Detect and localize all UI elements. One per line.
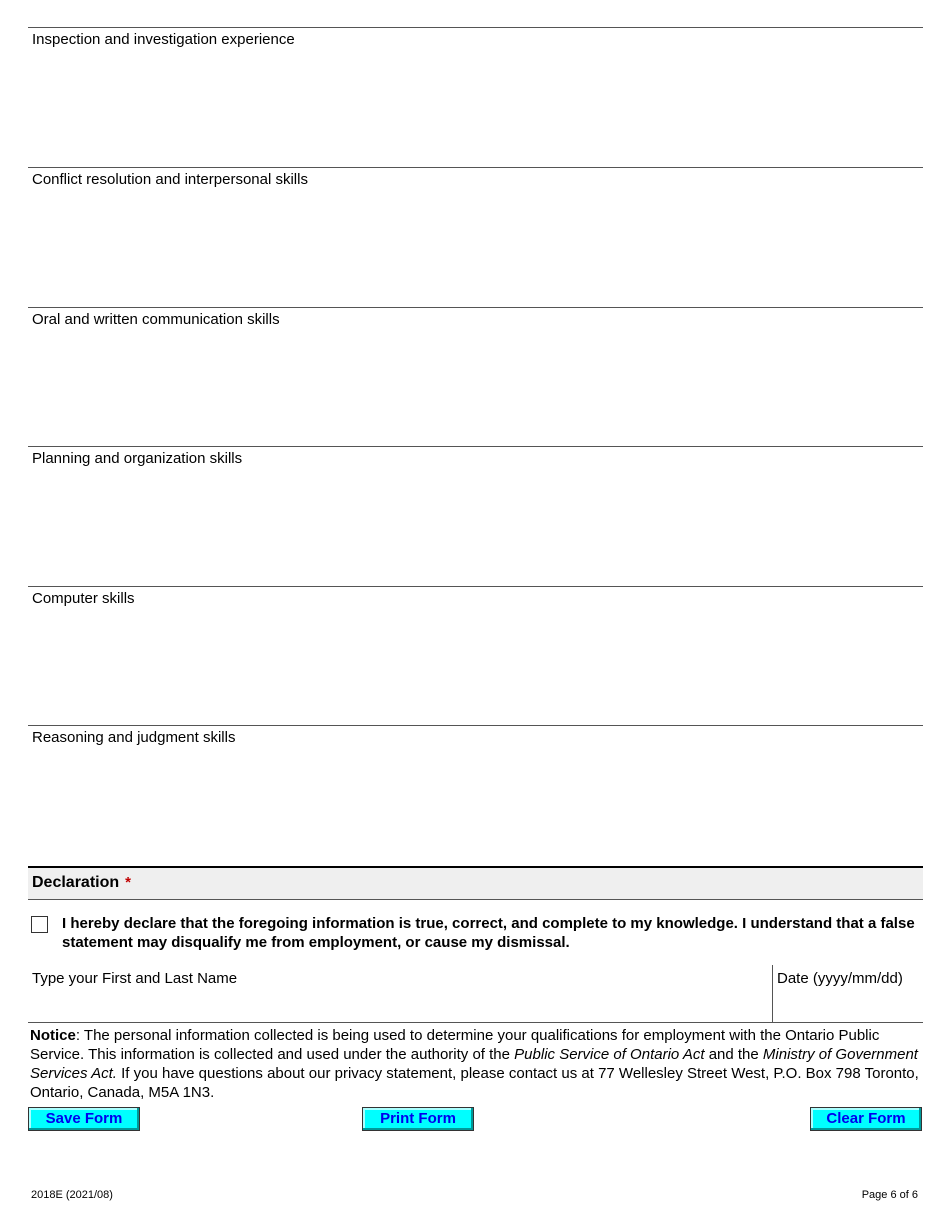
declaration-title-text: Declaration bbox=[32, 874, 120, 891]
declaration-title bbox=[32, 874, 131, 892]
date-cell bbox=[772, 965, 924, 1022]
name-field[interactable] bbox=[28, 989, 772, 1022]
name-date-row bbox=[28, 965, 923, 1023]
save-form-button[interactable]: Save Form bbox=[28, 1107, 140, 1131]
section-label: Computer skills bbox=[32, 590, 135, 607]
form-code: 2018E (2021/08) bbox=[31, 1189, 113, 1201]
notice-text-2: and the bbox=[704, 1046, 763, 1063]
section-label: Planning and organization skills bbox=[32, 450, 243, 467]
notice-text-3: If you have questions about our privacy statement, please contact us at 77 Wellesley Street West, P.O. Box 798 Toronto, Ontario, Canada, M5A 1N3. bbox=[30, 1065, 919, 1101]
declaration-checkbox[interactable] bbox=[31, 916, 48, 933]
privacy-notice bbox=[30, 1026, 920, 1102]
notice-heading: Notice bbox=[30, 1027, 76, 1044]
computer-skills-field[interactable] bbox=[28, 611, 923, 724]
inspection-experience-field[interactable] bbox=[28, 52, 923, 165]
notice-act-2: Ministry of Government Services Act. bbox=[30, 1046, 918, 1082]
section-communication-skills bbox=[28, 307, 923, 447]
planning-skills-field[interactable] bbox=[28, 471, 923, 584]
notice-text-1: : The personal information collected is being used to determine your qualifications for employment with the Ontario Public Service. This information is collected and used under the authority of the bbox=[30, 1027, 880, 1063]
section-conflict-resolution bbox=[28, 167, 923, 307]
section-label: Oral and written communication skills bbox=[32, 311, 280, 328]
date-label: Date (yyyy/mm/dd) bbox=[777, 970, 903, 987]
section-reasoning-skills bbox=[28, 725, 923, 865]
section-computer-skills bbox=[28, 586, 923, 726]
section-inspection-experience bbox=[28, 27, 923, 167]
reasoning-skills-field[interactable] bbox=[28, 750, 923, 863]
clear-form-button[interactable]: Clear Form bbox=[810, 1107, 922, 1131]
section-label: Conflict resolution and interpersonal skills bbox=[32, 171, 308, 188]
declaration-header bbox=[28, 866, 923, 900]
declaration-statement: I hereby declare that the foregoing information is true, correct, and complete to my knowledge. I understand that a false statement may disqualify me from employment, or cause my dismissal. bbox=[62, 915, 915, 951]
notice-act-1: Public Service of Ontario Act bbox=[514, 1046, 705, 1063]
section-planning-skills bbox=[28, 446, 923, 586]
section-label: Inspection and investigation experience bbox=[32, 31, 295, 48]
section-label: Reasoning and judgment skills bbox=[32, 729, 236, 746]
print-form-button[interactable]: Print Form bbox=[362, 1107, 474, 1131]
name-label: Type your First and Last Name bbox=[32, 970, 238, 987]
date-field[interactable] bbox=[773, 989, 924, 1022]
page-number: Page 6 of 6 bbox=[861, 1189, 918, 1201]
required-mark: * bbox=[125, 874, 131, 891]
conflict-resolution-field[interactable] bbox=[28, 192, 923, 305]
communication-skills-field[interactable] bbox=[28, 332, 923, 445]
